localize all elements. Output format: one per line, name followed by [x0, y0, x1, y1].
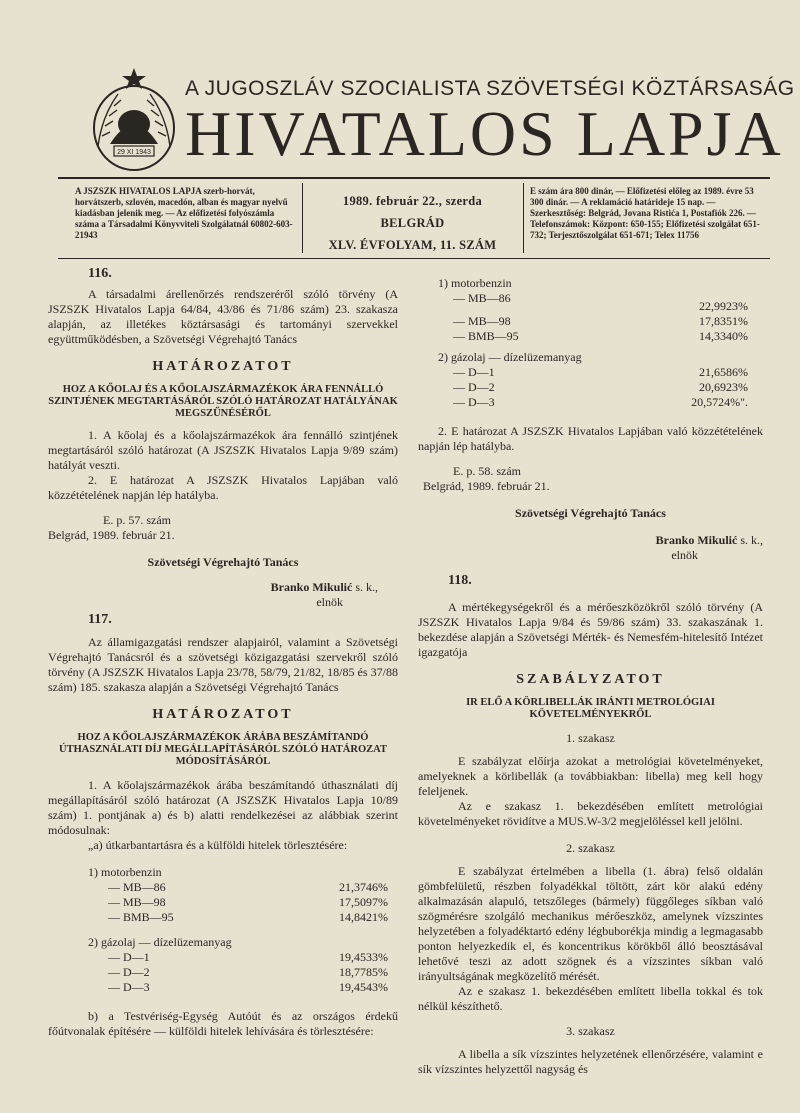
right-motor-fuel-heading: 1) motorbenzin	[438, 276, 512, 290]
left-rate-row: — MB—98 17,5097%	[108, 895, 388, 909]
masthead-top-title: A JUGOSZLÁV SZOCIALISTA SZÖVETSÉGI KÖZTÁRSASÁG	[185, 77, 795, 100]
issue-city: BELGRÁD	[380, 216, 445, 230]
left-rate-row: — D—3 19,4543%	[108, 980, 388, 994]
decision-117-intro: Az államigazgatási rendszer alapjairól, valamint a Szövetségi Végrehajtó Tanácsról és a szövetségi közigazgatási szervekről szóló törvény (A JSZSZK Hivatalos Lapja 23/78, 58/79, 21/82, 18/85 és 37/88 szám) 185. szakasza alapján a Szövetségi Végrehajtó Tanács	[48, 635, 398, 694]
decision-117-point-2: 2. E határozat A JSZSZK Hivatalos Lapjában való közzétételének napján lép hatályba.	[418, 424, 763, 453]
decision-number-117: 117.	[88, 612, 112, 627]
decision-116-point-2: 2. E határozat A JSZSZK Hivatalos Lapjában való közzétételének napján lép hatályba.	[48, 473, 398, 502]
decision-116-heading: HATÁROZATOT	[152, 359, 294, 374]
rule-118-intro: A mértékegységekről és a mérőeszközökről szóló törvény (A JSZSZK Hivatalos Lapja 9/84 és 59/86 szám) 33. szakaszának 1. bekezdése alapján a Szövetségi Mérték- és Nemesfém-hitelesítő Intézet igazgatója	[418, 600, 763, 659]
decision-117-point-1: 1. A kőolajszármazékok árába beszámítandó úthasználati díj megállapításáról szóló határozat (A JSZSZK Hivatalos Lapja 10/89 szám) 1. pontjának a) és b) alatti rendelkezései az alábbiak szerint módosulnak:	[48, 778, 398, 837]
decision-116-subject: HOZ A KŐOLAJ ÉS A KŐOLAJSZÁRMAZÉKOK ÁRA FENNÁLLÓ SZINTJÉNEK MEGTARTÁSÁRÓL SZÓLÓ HATÁROZAT HATÁLYÁNAK MEGSZŰNÉSÉRŐL	[48, 384, 398, 419]
left-motor-fuel-heading: 1) motorbenzin	[88, 865, 162, 879]
decision-117-signer: Branko Mikulić s. k.,	[655, 533, 763, 547]
decision-117-council: Szövetségi Végrehajtó Tanács	[515, 506, 666, 520]
decision-117-signer-role: elnök	[671, 548, 698, 562]
right-rate-row: — MB—86 22,9923%	[453, 291, 748, 313]
decision-116-signer-role: elnök	[316, 595, 343, 609]
rule-118-heading: SZABÁLYZATOT	[516, 672, 665, 687]
left-rate-row: — D—1 19,4533%	[108, 950, 388, 964]
decision-117-point-1a: „a) útkarbantartásra és a külföldi hitelek törlesztésére:	[88, 838, 348, 852]
left-diesel-heading: 2) gázolaj — dízelüzemanyag	[88, 935, 232, 949]
section-3-title: 3. szakasz	[566, 1024, 615, 1038]
state-emblem	[88, 66, 180, 174]
rule-118-subject: IR ELŐ A KÖRLIBELLÁK IRÁNTI METROLÓGIAI KÖVETELMÉNYEKRŐL	[466, 697, 715, 720]
decision-117-reference: E. p. 58. szám	[453, 464, 521, 478]
masthead-rule	[58, 177, 770, 179]
section-1-para-2: Az e szakasz 1. bekezdésében említett metrológiai követelményeket rövidítve a MUS.W-3/2 megjelöléssel kell jelölni.	[418, 799, 763, 828]
decision-116-council: Szövetségi Végrehajtó Tanács	[147, 555, 299, 569]
right-diesel-heading: 2) gázolaj — dízelüzemanyag	[438, 350, 582, 364]
decision-number-118: 118.	[448, 573, 472, 588]
decision-116-signer: Branko Mikulić s. k.,	[270, 580, 378, 594]
decision-116-place-date: Belgrád, 1989. február 21.	[48, 528, 175, 542]
section-3-para-1: A libella a sík vízszintes helyzetének ellenőrzésére, valamint e sík vízszintes helyzettől nagyság és	[418, 1047, 763, 1076]
issue-volume: XLV. ÉVFOLYAM, 11. SZÁM	[328, 238, 497, 252]
emblem-date: 29 XI 1943	[117, 149, 151, 156]
left-rate-row: — BMB—95 14,8421%	[108, 910, 388, 924]
info-divider-left	[302, 183, 303, 253]
issue-info	[305, 190, 520, 256]
masthead-main-title: HIVATALOS LAPJA	[185, 98, 784, 169]
section-2-para-2: Az e szakasz 1. bekezdésében említett libella tokkal és tok nélkül készíthető.	[418, 984, 763, 1013]
decision-117-place-date: Belgrád, 1989. február 21.	[423, 479, 550, 493]
right-column	[418, 276, 763, 1077]
decision-116-point-1: 1. A kőolaj és a kőolajszármazékok ára fennálló szintjének megtartásáról szóló határozat (A JSZSZK Hivatalos Lapja 9/89 szám) hatályát veszti.	[48, 428, 398, 472]
section-2-para-1: E szabályzat értelmében a libella (1. ábra) felső oldalán gömbfelületű, részben folyadékkal töltött, zárt kör alakú edény alkalmazásán alapuló, tetszőleges (bármely) függőleges síkban való szögmérésre szolgáló mechanikus mérőeszköz, amelynek vízszintes helyzetében a folyadéktartó edény légbuborékja mindig a legmagasabb ponton helyezkedik el, és koncentrikus körökből álló beosztásával lehetővé teszi az adott szögnek és a vízszintes síkban való irányultságának megközelítő mérését.	[418, 864, 763, 983]
section-2-title: 2. szakasz	[566, 841, 615, 855]
decision-117-heading: HATÁROZATOT	[152, 707, 294, 722]
info-bottom-rule	[58, 258, 770, 259]
right-rate-row: — MB—98 17,8351%	[453, 314, 748, 328]
section-1-para-1: E szabályzat előírja azokat a metrológiai követelményeket, amelyeknek a körlibellák (a továbbiakban: libella) meg kell hogy feleljenek.	[418, 754, 763, 798]
left-rate-row: — MB—86 21,3746%	[108, 880, 388, 894]
decision-117-point-1b: b) a Testvériség-Egység Autóút és az országos érdekű főútvonalak építésére — külföldi hitelek lehívására és törlesztésére:	[48, 1009, 398, 1038]
right-rate-row: — D—1 21,6586%	[453, 365, 748, 379]
right-rate-row: — BMB—95 14,3340%	[453, 329, 748, 343]
section-1-title: 1. szakasz	[566, 731, 615, 745]
issue-date: 1989. február 22., szerda	[342, 194, 483, 208]
decision-117-subject: HOZ A KŐOLAJSZÁRMAZÉKOK ÁRÁBA BESZÁMÍTANDÓ ÚTHASZNÁLATI DÍJ MEGÁLLAPÍTÁSÁRÓL SZÓLÓ HATÁROZAT MÓDOSÍTÁSÁRÓL	[59, 732, 387, 767]
decision-116-reference: E. p. 57. szám	[103, 513, 171, 527]
decision-number-116: 116.	[88, 266, 112, 281]
price-contact-info: E szám ára 800 dinár, — Előfizetési előleg az 1989. évre 53 300 dinár. — A reklamáció határideje 15 nap. — Szerkesztőség: Belgrád, Jovana Ristića 1, Postafiók 226. — Telefonszámok: Központ: 650-155; Előfizetési szolgálat 651-732; Terjesztőszolgálat 651-671; Telex 11756	[530, 186, 760, 240]
info-divider-right	[523, 183, 524, 253]
left-column	[48, 266, 398, 1039]
right-rate-row: — D—3 20,5724%".	[453, 395, 748, 409]
decision-116-intro: A társadalmi árellenőrzés rendszeréről szóló törvény (A JSZSZK Hivatalos Lapja 64/84, 43/86 és 71/86 szám) 23. szakasza alapján, az illetékes köztársasági és tartományi szervekkel együttműködésben, a Szövetségi Végrehajtó Tanács	[48, 287, 398, 346]
publication-info: A JSZSZK HIVATALOS LAPJA szerb-horvát, horvátszerb, szlovén, macedón, alban és magyar nyelvű kiadásban jelenik meg. — Az előfizetési folyószámla száma a Társadalmi Könyvviteli Szolgálatnál 60802-603-21943	[75, 186, 293, 240]
right-rate-row: — D—2 20,6923%	[453, 380, 748, 394]
left-rate-row: — D—2 18,7785%	[108, 965, 388, 979]
